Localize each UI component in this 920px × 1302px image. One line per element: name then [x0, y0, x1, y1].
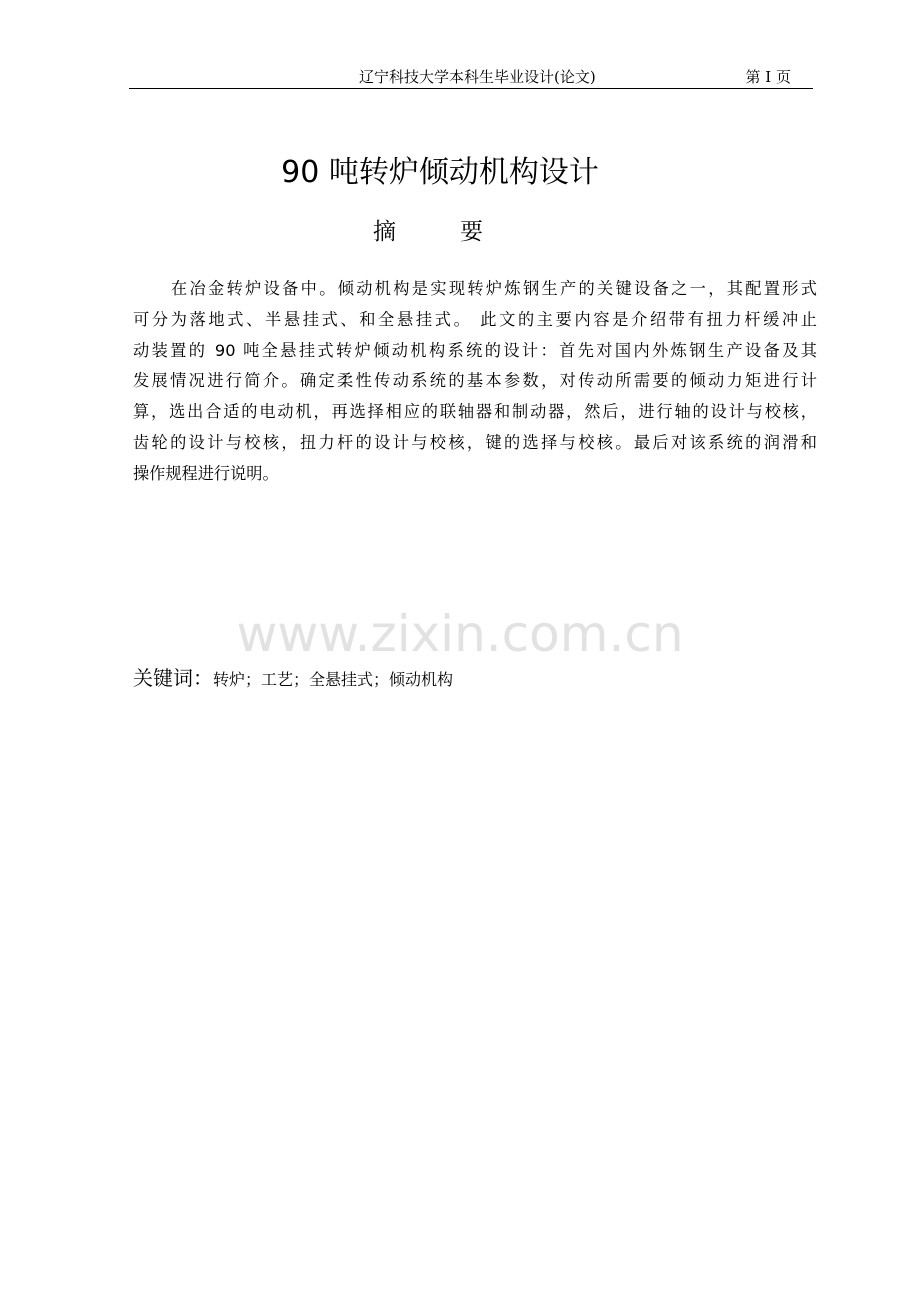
keywords-label: 关键词：	[133, 666, 213, 690]
abstract-heading: 摘要	[373, 219, 547, 245]
abstract-line: 操作规程进行说明。	[133, 463, 279, 483]
abstract-line: 发展情况进行简介。确定柔性传动系统的基本参数，对传动所需要的倾动力矩进行计	[133, 371, 817, 391]
keywords-values: 转炉；工艺；全悬挂式；倾动机构	[213, 670, 454, 689]
abstract-line: 动装置的 90 吨全悬挂式转炉倾动机构系统的设计：首先对国内外炼钢生产设备及其	[133, 340, 817, 360]
abstract-line: 齿轮的设计与校核，扭力杆的设计与校核，键的选择与校核。最后对该系统的润滑和	[133, 432, 817, 452]
abstract-line: 可分为落地式、半悬挂式、和全悬挂式。 此文的主要内容是介绍带有扭力杆缓冲止	[133, 309, 817, 329]
abstract-body	[133, 274, 817, 490]
abstract-line: 在冶金转炉设备中。倾动机构是实现转炉炼钢生产的关键设备之一，其配置形式	[171, 279, 817, 298]
page-header	[129, 64, 813, 89]
watermark: www.zixin.com.cn	[236, 605, 684, 663]
keywords	[133, 662, 453, 691]
header-title: 辽宁科技大学本科生毕业设计(论文)	[359, 68, 596, 86]
page-number: 第 I 页	[745, 68, 791, 86]
document-title: 90 吨转炉倾动机构设计	[281, 155, 599, 190]
abstract-line: 算，选出合适的电动机，再选择相应的联轴器和制动器，然后，进行轴的设计与校核，	[133, 402, 817, 422]
